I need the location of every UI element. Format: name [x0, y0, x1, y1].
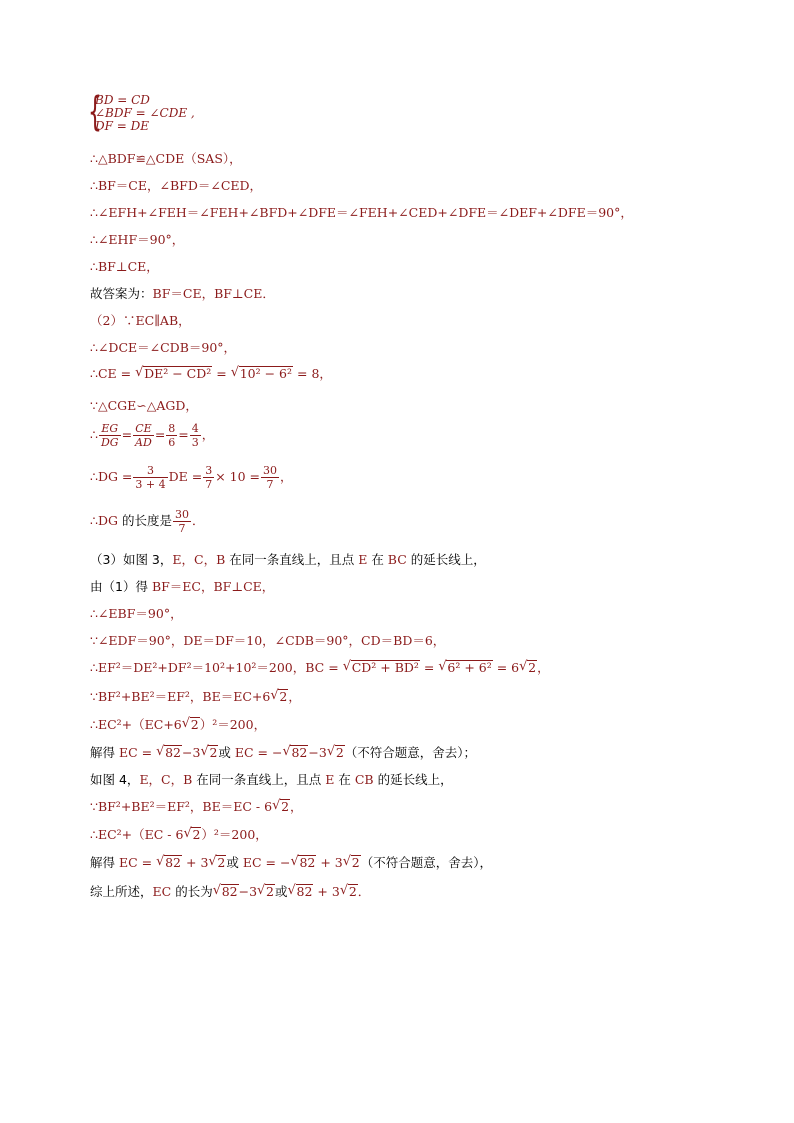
line-dg — [90, 462, 293, 492]
t: 在同一条直线上，且点 — [192, 772, 326, 787]
t: EC — [152, 884, 172, 899]
t: （不符合题意，舍去）； — [344, 745, 477, 760]
t: −3 — [182, 745, 201, 760]
comma: ， — [280, 469, 293, 484]
line-similar: ∵△CGE∽△AGD， — [90, 398, 198, 413]
t: ∵BF²+BE²＝EF²，BE＝EC - 6 — [90, 799, 273, 814]
answer-value: BF＝CE，BF⊥CE． — [152, 286, 275, 301]
t: EC = − — [242, 855, 291, 870]
radicand: 82 — [299, 855, 316, 870]
t: 解得 — [90, 855, 119, 870]
t: 在 — [367, 552, 388, 567]
sqrt-2 — [200, 745, 218, 761]
length-is: 的长度是 — [117, 513, 172, 528]
line-part2-given: （2）∵EC∥AB， — [90, 313, 191, 328]
line-conclusion — [90, 884, 370, 900]
sqrt-2 — [183, 827, 201, 843]
line-perp: ∴BF⊥CE， — [90, 259, 159, 274]
t: ∵BF²+BE²＝EF²，BE＝EC+6 — [90, 689, 271, 704]
radicand: 82 — [291, 745, 308, 760]
t: ）²＝200， — [201, 827, 268, 842]
t: ∴EF²＝DE²+DF²＝10²+10²＝200，BC = — [90, 660, 339, 675]
sqrt-2 — [340, 884, 358, 900]
t: 在 — [334, 772, 355, 787]
fraction-4-3 — [190, 422, 201, 449]
sqrt-82 — [288, 884, 314, 900]
t: EC = — [118, 745, 153, 760]
t: + 3 — [186, 855, 209, 870]
eq-sign: = — [423, 660, 435, 675]
line-ef-bc — [90, 660, 550, 676]
t: （不符合题意，舍去）， — [360, 855, 492, 870]
sqrt-82 — [156, 855, 182, 871]
line-ratio: ∴ $\frac{EG}{DG}$ = $\frac{CE}{AD}$ = $\frac{8}{6}$ = $\frac{4}{3}$ ， — [90, 422, 215, 449]
line-ce-value — [90, 366, 332, 382]
t: EC = − — [234, 745, 283, 760]
fraction-30-7 — [261, 464, 279, 491]
sqrt-de-cd — [135, 366, 212, 382]
fraction-3-7b — [203, 464, 214, 491]
t: EC = — [118, 855, 153, 870]
system-row-3: DF = DE — [95, 119, 150, 133]
t: ∴EC²+（EC+6 — [90, 717, 182, 732]
dg-term: ∴DG — [90, 513, 118, 528]
t: 或 — [275, 884, 288, 899]
frac-den: 3 — [191, 436, 199, 449]
radicand-2: 10² − 6² — [239, 366, 293, 381]
frac-num: 4 — [191, 422, 199, 435]
sqrt-82 — [290, 855, 316, 871]
sqrt-82 — [282, 745, 308, 761]
frac-num: 8 — [168, 422, 176, 435]
radicand: 6² + 6² — [447, 660, 492, 675]
line-eq-2 — [90, 827, 268, 843]
line-solve-1 — [90, 745, 476, 761]
fraction-ce-ad — [133, 422, 154, 449]
t: E — [358, 552, 368, 567]
ce-eq-label: ∴CE = — [90, 366, 132, 381]
radicand: 2 — [209, 745, 218, 760]
line-angle-sum: ∴∠EFH+∠FEH＝∠FEH+∠BFD+∠DFE＝∠FEH+∠CED+∠DFE＝∠DEF+∠DFE＝90°， — [90, 205, 633, 220]
line-bf-ce: ∴BF＝CE，∠BFD＝∠CED， — [90, 178, 263, 193]
t: = 6 — [496, 660, 520, 675]
sqrt-10-6 — [231, 366, 293, 382]
sqrt-2 — [257, 884, 275, 900]
t: 如图 4， — [90, 772, 140, 787]
fraction-8-6 — [166, 422, 177, 449]
de-eq: DE = — [168, 469, 203, 484]
sqrt-2 — [343, 855, 361, 871]
t: ， — [288, 689, 301, 704]
fraction-30-7-final — [173, 508, 191, 535]
radicand: 82 — [165, 855, 182, 870]
frac-num: 3 — [133, 464, 167, 478]
t: 的长为 — [171, 884, 213, 899]
t: 或 — [226, 855, 243, 870]
t: 或 — [218, 745, 235, 760]
line-part3-fig3 — [90, 552, 486, 568]
radicand: 2 — [281, 799, 290, 814]
line-fig4 — [90, 772, 453, 788]
system-row-2: ∠BDF = ∠CDE , — [95, 106, 195, 120]
sqrt-82 — [156, 745, 182, 761]
line-congruence: ∴△BDF≌△CDE（SAS）， — [90, 151, 242, 166]
radicand: 82 — [296, 884, 313, 899]
eq-sign: = — [216, 366, 227, 381]
line-solve-2 — [90, 855, 492, 871]
frac-num: EG — [99, 422, 121, 436]
answer-label: 故答案为： — [90, 286, 153, 301]
radicand: CD² + BD² — [351, 660, 419, 675]
radicand: 2 — [528, 660, 537, 675]
t: （3）如图 3， — [90, 552, 173, 567]
sqrt-6-6 — [438, 660, 492, 676]
line-dg-length — [90, 506, 204, 536]
t: −3 — [238, 884, 258, 899]
t: 由（1）得 — [90, 579, 152, 594]
system-row-1: BD = CD — [95, 93, 150, 107]
radicand: 82 — [165, 745, 182, 760]
radicand: 2 — [348, 884, 357, 899]
sqrt-2 — [272, 799, 290, 815]
fraction-eg-dg — [99, 422, 121, 449]
t: ． — [357, 884, 371, 899]
frac-den: 7 — [205, 478, 213, 491]
radicand: 2 — [279, 689, 288, 704]
radicand: 2 — [190, 717, 199, 732]
frac-den: DG — [100, 436, 119, 449]
radicand-1: DE² − CD² — [144, 366, 212, 381]
sqrt-2 — [519, 660, 537, 676]
frac-den: 7 — [266, 478, 274, 491]
t: BC — [387, 552, 407, 567]
frac-den: AD — [135, 436, 152, 449]
t: ）²＝200， — [199, 717, 267, 732]
line-eq-1 — [90, 717, 266, 733]
t: E，C，B — [172, 552, 226, 567]
frac-num: 3 — [205, 464, 213, 477]
radicand: 2 — [192, 827, 201, 842]
sqrt-2 — [208, 855, 226, 871]
sqrt-82 — [213, 884, 239, 900]
line-dce: ∴∠DCE＝∠CDB＝90°， — [90, 340, 237, 355]
frac-num: CE — [133, 422, 154, 436]
t: BF＝EC，BF⊥CE， — [151, 579, 275, 594]
comma: ， — [201, 427, 215, 442]
t: ， — [290, 799, 303, 814]
period: ． — [191, 513, 205, 528]
t: CB — [354, 772, 374, 787]
t: 综上所述， — [90, 884, 153, 899]
radicand: 2 — [335, 745, 344, 760]
frac-num: 30 — [174, 508, 189, 521]
t: ， — [537, 660, 550, 675]
t: 的延长线上， — [406, 552, 486, 567]
line-answer-1 — [90, 286, 275, 302]
line-pythag-2 — [90, 799, 303, 815]
radicand: 2 — [351, 855, 360, 870]
sqrt-2 — [327, 745, 345, 761]
sqrt-2 — [270, 689, 288, 705]
left-brace-icon: { — [88, 89, 102, 135]
line-ehf: ∴∠EHF＝90°， — [90, 232, 185, 247]
frac-den: 3 + 4 — [135, 478, 166, 491]
t: −3 — [308, 745, 327, 760]
line-from-1 — [90, 579, 274, 595]
ce-result: = 8， — [297, 366, 332, 381]
times-10: × 10 = — [215, 469, 261, 484]
radicand: 2 — [266, 884, 274, 899]
dg-label: ∴DG = — [90, 469, 133, 484]
t: + 3 — [320, 855, 343, 870]
sqrt-cd-bd — [343, 660, 420, 676]
frac-den: 7 — [178, 522, 186, 535]
t: + 3 — [317, 884, 340, 899]
sqrt-2 — [182, 717, 200, 733]
frac-den: 6 — [168, 436, 176, 449]
line-ebf: ∴∠EBF＝90°， — [90, 606, 183, 621]
t: 的延长线上， — [373, 772, 453, 787]
radicand: 2 — [217, 855, 226, 870]
t: E — [325, 772, 335, 787]
frac-num: 30 — [263, 464, 278, 477]
t: 解得 — [90, 745, 119, 760]
radicand: 82 — [221, 884, 238, 899]
t: ∴EC²+（EC - 6 — [90, 827, 184, 842]
line-given-values: ∵∠EDF＝90°，DE＝DF＝10，∠CDB＝90°，CD＝BD＝6， — [90, 633, 446, 648]
fraction-3-7a — [133, 464, 167, 491]
t: 在同一条直线上，且点 — [225, 552, 359, 567]
t: E，C，B — [139, 772, 193, 787]
line-pythag-1 — [90, 689, 301, 705]
therefore-symbol: ∴ — [90, 427, 98, 442]
